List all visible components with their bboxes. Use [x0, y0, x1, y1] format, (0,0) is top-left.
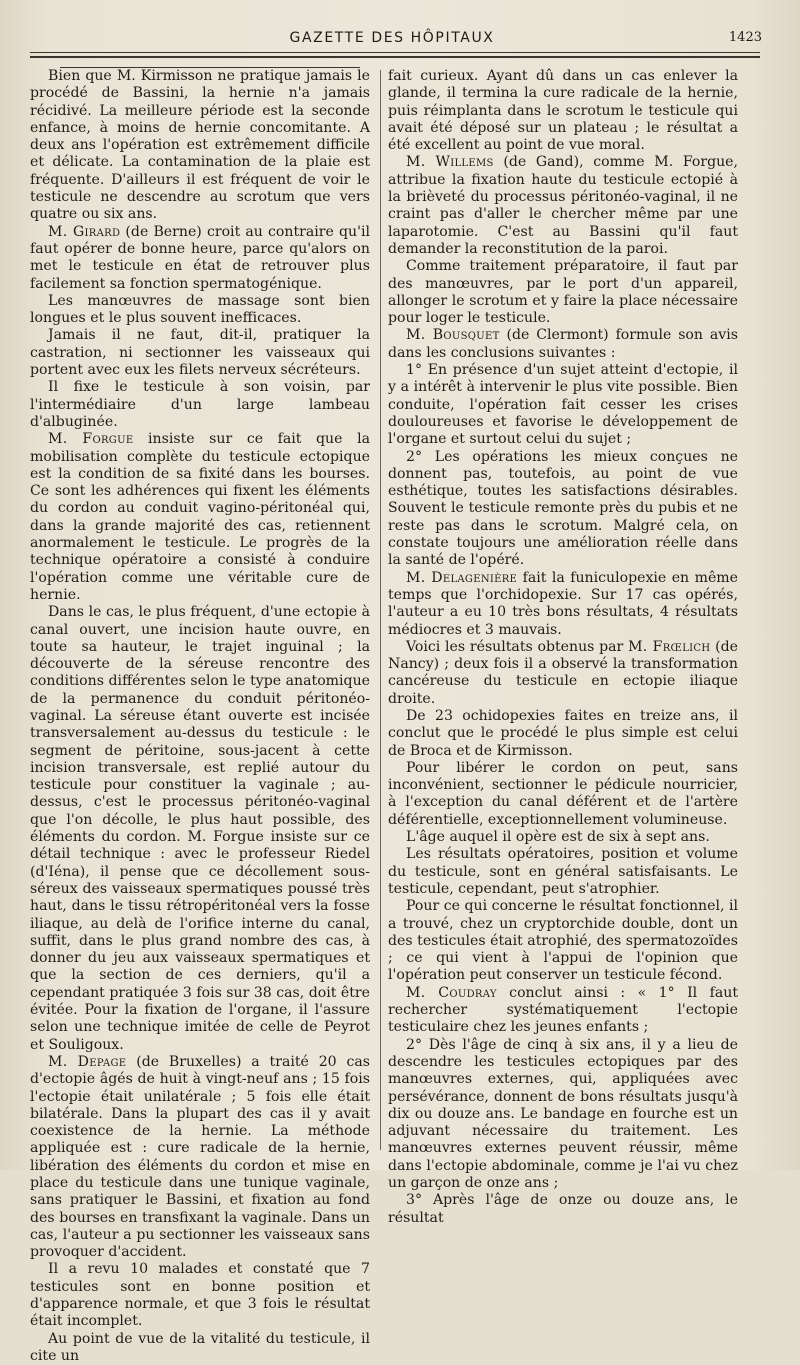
paragraph — [388, 708, 738, 760]
paragraph-text: Comme traitement préparatoire, il faut par des manœuvres, par le port d'un appareil, allonger le scrotum et y faire la place nécessaire pour loger le testicule. — [388, 258, 738, 327]
paragraph-text: Pour libérer le cordon on peut, sans inconvénient, sectionner le pédicule nourricier, à l'exception du canal déférent et de l'artère déférentielle, exceptionnellement volumineuse. — [388, 759, 738, 828]
column-divider — [380, 70, 381, 1150]
paragraph — [30, 1261, 370, 1330]
paragraph-text: 3° Après l'âge de onze ou douze ans, le résultat — [388, 1192, 738, 1226]
paragraph — [388, 68, 738, 154]
paragraph-text: Les résultats opératoires, position et volume du testicule, sont en général satisfaisants. Le testicule, cependant, peut s'atrophier. — [388, 846, 738, 897]
author-name: M. Coudray — [406, 984, 497, 1001]
paragraph — [388, 846, 738, 898]
paragraph — [388, 362, 738, 448]
page-header — [22, 30, 762, 50]
paragraph-text: (de Clermont) formule son avis dans les conclusions suivantes : — [388, 327, 738, 361]
paragraph-text: Il fixe le testicule à son voisin, par l'intermédiaire d'un large lambeau d'albuginée. — [30, 379, 370, 430]
paragraph — [388, 829, 738, 846]
paragraph — [30, 604, 370, 1054]
paragraph — [388, 1192, 738, 1227]
paragraph-text: (de Gand), comme M. Forgue, attribue la fixation haute du testicule ectopié à la brièveté du processus péritonéo-vaginal, il ne craint pas d'aller le chercher même par une laparotomie. C'est au Bassini qu'il faut demander la reconstitution de la paroi. — [388, 154, 739, 257]
paragraph — [30, 379, 370, 431]
paragraph-text: L'âge auquel il opère est de six à sept ans. — [406, 829, 710, 846]
paragraph-text: Il a revu 10 malades et constaté que 7 testicules sont en bonne position et d'apparence normale, et que 3 fois le résultat était incomplet. — [30, 1261, 370, 1330]
author-name: M. Forgue — [48, 431, 134, 448]
paragraph-text: Bien que M. Kirmisson ne pratique jamais le procédé de Bassini, la hernie n'a jamais récidivé. La meilleure période est la seconde enfance, à moins de hernie concomitante. A deux ans l'opération est extrêmement difficile et délicate. La contamination de la plaie est fréquente. D'ailleurs il est fréquent de voir le testicule ne descendre au scrotum que vers quatre ou six ans. — [30, 68, 370, 223]
paragraph — [30, 1054, 370, 1262]
paragraph — [388, 258, 738, 327]
paragraph-text: Au point de vue de la vitalité du testicule, il cite un — [30, 1330, 370, 1364]
paragraph-text: insiste sur ce fait que la mobilisation complète du testicule ectopique est la condition de sa fixité dans les bourses. Ce sont les adhérences qui fixent les éléments du cordon au conduit vagino-péritonéal qui, dans la grande majorité des cas, retiennent anormalement le testicule. Le progrès de la technique opératoire a consisté à conduire l'opération comme une véritable cure de hernie. — [30, 431, 370, 603]
author-name: M. Girard — [48, 223, 121, 240]
paragraph — [388, 154, 738, 258]
paragraph-text: Les manœuvres de massage sont bien longues et le plus souvent inefficaces. — [30, 292, 370, 327]
paragraph — [30, 293, 370, 328]
paragraph-text: Jamais il ne faut, dit-il, pratiquer la castration, ni sectionner les vaisseaux qui portent avec eux les filets nerveux sécréteurs. — [30, 327, 370, 379]
paragraph — [388, 898, 738, 984]
header-rule-double — [30, 56, 760, 58]
paragraph — [388, 639, 738, 708]
author-name: M. Bousquet — [406, 327, 500, 344]
paragraph — [388, 985, 738, 1037]
paragraph — [388, 760, 738, 829]
paragraph-text: Pour ce qui concerne le résultat fonctionnel, il a trouvé, chez un cryptorchide double, dont un des testicules était atrophié, des spermatozoïdes ; ce qui vient à l'appui de l'opinion que l'opération peut conserver un testicule fécond. — [388, 898, 738, 984]
paragraph — [30, 431, 370, 604]
paragraph — [388, 570, 738, 639]
author-name: M. Willems — [406, 154, 494, 171]
paragraph-text: Dans le cas, le plus fréquent, d'une ectopie à canal ouvert, une incision haute ouvre, en toute sa hauteur, le trajet inguinal ; la découverte de la séreuse rencontre des conditions différentes selon le type anatomique de la permanence du conduit péritonéo-vaginal. La séreuse étant ouverte est incisée transversalement au-dessus du testicule : le segment de péritoine, sous-jacent à cette incision transversale, est replié autour du testicule pour constituer la vaginale ; au-dessus, c'est le processus péritonéo-vaginal que l'on décolle, le plus haut possible, des éléments du cordon. M. Forgue insiste sur ce détail technique : avec le professeur Riedel (d'Iéna), il pense que ce décollement sous-séreux des vaisseaux spermatiques poussé très haut, dans le tissu rétropéritonéal vers la fosse iliaque, au delà de l'orifice interne du canal, suffit, dans le plus grand nombre des cas, à donner du jeu aux vaisseaux spermatiques et que la section de ces derniers, qu'il a cependant pratiquée 3 fois sur 38 cas, doit être évitée. Pour la fixation de l'organe, il l'assure selon une technique imitée de celle de Peyrot et Souligoux. — [30, 604, 370, 1053]
right-column — [388, 68, 738, 1227]
left-column — [30, 68, 370, 1365]
paragraph — [388, 1037, 738, 1193]
paragraph — [30, 224, 370, 293]
paragraph-text: fait curieux. Ayant dû dans un cas enlever la glande, il termina la cure radicale de la hernie, puis réimplanta dans le scrotum le testicule qui avait été déposé sur un plateau ; le résultat a été excellent au point de vue moral. — [388, 68, 738, 154]
author-name: M. Frœlich — [628, 638, 711, 655]
page-number: 1423 — [728, 30, 762, 45]
paragraph-text: 2° Les opérations les mieux conçues ne donnent pas, toutefois, au point de vue esthétique, toutes les satisfactions désirables. Souvent le testicule remonte près du pubis et ne reste pas dans le scrotum. Malgré cela, on constate toujours une amélioration réelle dans la santé de l'opéré. — [388, 448, 738, 569]
paragraph-text: De 23 ochidopexies faites en treize ans, il conclut que le procédé le plus simple est celui de Broca et de Kirmisson. — [388, 707, 738, 759]
author-name: M. Depage — [48, 1053, 127, 1070]
author-name: M. Delagenière — [406, 569, 518, 586]
paragraph-text: conclut ainsi : « 1° Il faut rechercher systématiquement l'ectopie testiculaire chez les jeunes enfants ; — [388, 984, 738, 1036]
running-head: GAZETTE DES HÔPITAUX — [289, 30, 495, 46]
paragraph — [30, 1331, 370, 1365]
paragraph — [30, 327, 370, 379]
paragraph-text: Voici les résultats obtenus par — [406, 638, 629, 655]
paragraph — [388, 327, 738, 362]
header-rule — [30, 52, 760, 53]
paragraph-text: 1° En présence d'un sujet atteint d'ectopie, il y a intérêt à intervenir le plus vite possible. Bien conduite, l'opération fait cesser les crises douloureuses et favorise le développement de l'organe et surtout celui du sujet ; — [388, 362, 738, 448]
paragraph-text: fait la funiculopexie en même temps que l'orchidopexie. Sur 17 cas opérés, l'auteur a eu 10 très bons résultats, 4 résultats médiocres et 3 mauvais. — [388, 569, 738, 638]
paragraph-text: (de Nancy) ; deux fois il a observé la transformation cancéreuse du testicule en ectopie iliaque droite. — [388, 638, 738, 707]
paragraph-text: (de Bruxelles) a traité 20 cas d'ectopie âgés de huit à vingt-neuf ans ; 15 fois l'ectopie était unilatérale ; 5 fois elle était bilatérale. Dans la plupart des cas il y avait coexistence de la hernie. La méthode appliquée est : cure radicale de la hernie, libération des éléments du cordon et mise en place du testicule dans une tunique vaginale, sans pratiquer le Bassini, et fixation au fond des bourses en transfixant la vaginale. Dans un cas, l'auteur a pu sectionner les vaisseaux sans provoquer d'accident. — [30, 1053, 370, 1261]
paragraph — [388, 449, 738, 570]
paragraph — [30, 68, 370, 224]
paragraph-text: (de Berne) croit au contraire qu'il faut opérer de bonne heure, parce qu'alors on met le testicule en état de retrouver plus facilement sa fonction spermatogénique. — [30, 223, 370, 292]
paragraph-text: 2° Dès l'âge de cinq à six ans, il y a lieu de descendre les testicules ectopiques par des manœuvres externes, qui, appliquées avec persévérance, donnent de bons résultats jusqu'à dix ou douze ans. Le bandage en fourche est un adjuvant nécessaire du traitement. Les manœuvres externes peuvent réussir, même dans l'ectopie abdominale, comme je l'ai vu chez un garçon de onze ans ; — [388, 1036, 738, 1191]
